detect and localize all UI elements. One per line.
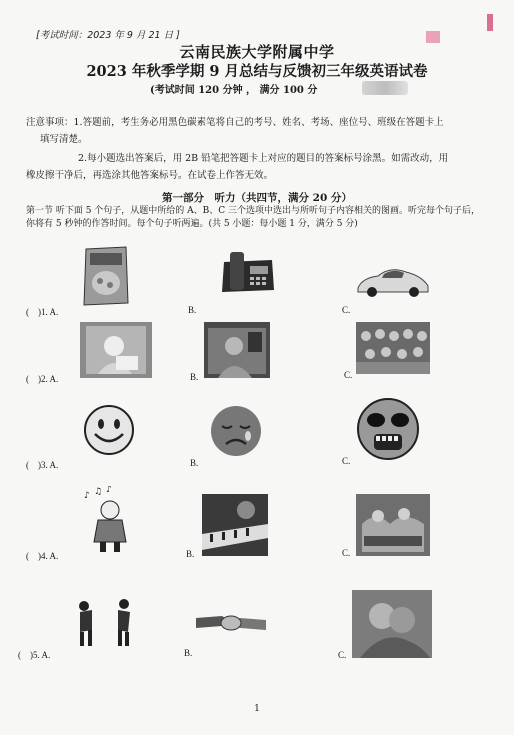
q2-label: ( )2. A. <box>26 374 59 384</box>
bowing-people-image <box>66 596 146 648</box>
telephone-image <box>220 248 276 294</box>
redacted-area <box>362 81 408 95</box>
note-1 <box>26 114 502 148</box>
note-2 <box>26 150 502 184</box>
singing-child-image <box>80 486 142 556</box>
q3-b-label: B. <box>190 458 199 468</box>
svg-text:♪: ♪ <box>106 486 112 495</box>
woman-photo-image <box>204 322 270 378</box>
q3-label: ( )3. A. <box>26 460 59 470</box>
note-1-line-a: 注意事项：1.答题前，考生务必用黑色碳素笔将自己的考号、姓名、考场、座位号、班级在答题卡上 <box>26 117 444 128</box>
red-mark <box>487 14 493 31</box>
q4-label: ( )4. A. <box>26 551 59 561</box>
girl-reading-image <box>80 322 152 378</box>
market-photo-image <box>356 494 430 556</box>
group-photo-image <box>356 322 430 374</box>
exam-duration: (考试时间 120 分钟 ， 满分 100 分 <box>150 85 318 96</box>
hug-kiss-photo-image <box>352 590 432 658</box>
school-name: 云南民族大学附属中学 <box>179 43 335 61</box>
section-instructions <box>26 205 504 231</box>
snack-bag-image <box>82 245 130 307</box>
q1-label: ( )1. A. <box>26 307 59 317</box>
scared-face-image <box>356 396 420 462</box>
q4-b-label: B. <box>186 549 195 559</box>
sad-face-image <box>208 404 264 458</box>
q3-c-label: C. <box>342 456 351 466</box>
q2-c-label: C. <box>344 370 353 380</box>
q4-c-label: C. <box>342 548 351 558</box>
q5-b-label: B. <box>184 648 193 658</box>
instr-line-b: 你将有 5 秒钟的作答时间。每个句子听两遍。(共 5 小题：每小题 1 分，满分 5 分) <box>26 219 358 229</box>
q5-label: ( )5. A. <box>18 650 51 660</box>
smiley-face-image <box>82 404 136 456</box>
q5-c-label: C. <box>338 650 347 660</box>
instr-line-a: 第一节 听下面 5 个句子，从题中所给的 A、B、C 三个选项中选出与所听句子内容相关的图画。听完每个句子后， <box>26 206 481 216</box>
piano-photo-image <box>202 494 268 556</box>
q2-b-label: B. <box>190 372 199 382</box>
sports-car-image <box>356 264 430 298</box>
note-2-line-a: 2.每小题选出答案后，用 2B 铅笔把答题卡上对应的题目的答案标号涂黑。如需改动，用 <box>78 153 449 164</box>
exam-title: 2023 年秋季学期 9 月总结与反馈初三年级英语试卷 <box>86 63 428 80</box>
svg-text:♫: ♫ <box>94 487 103 497</box>
note-2-line-b: 橡皮擦干净后，再选涂其他答案标号。在试卷上作答无效。 <box>26 170 274 181</box>
exam-date: [考试时间：2023 年 9 月 21 日 ] <box>36 30 180 41</box>
section-title: 第一部分 听力（共四节，满分 20 分） <box>162 192 352 204</box>
svg-text:♪: ♪ <box>84 491 90 501</box>
handshake-image <box>196 604 266 640</box>
page-number: 1 <box>254 704 260 714</box>
q1-b-label: B. <box>188 305 197 315</box>
q1-c-label: C. <box>342 305 351 315</box>
note-1-line-b: 填写清楚。 <box>40 134 88 145</box>
